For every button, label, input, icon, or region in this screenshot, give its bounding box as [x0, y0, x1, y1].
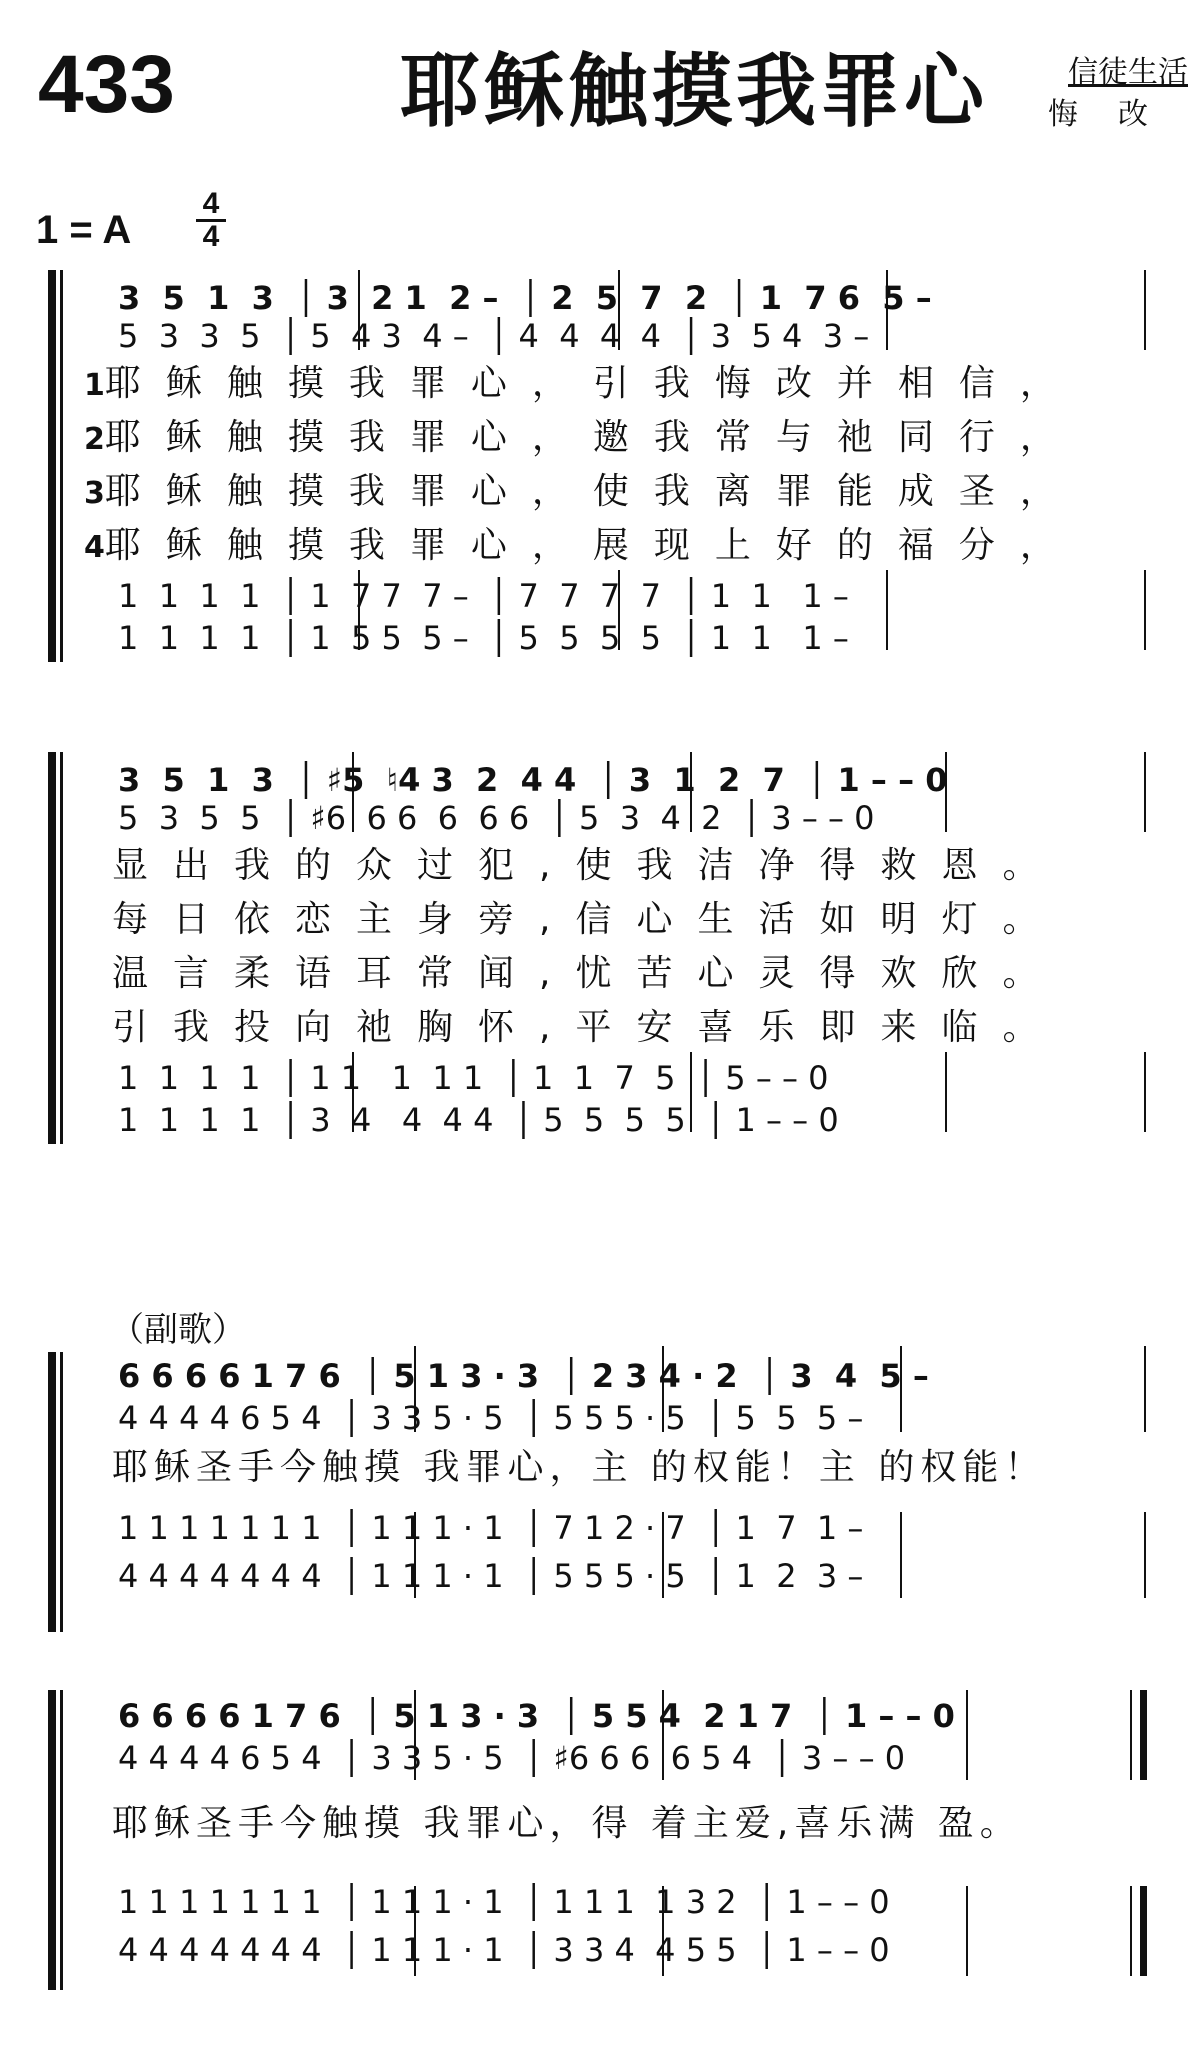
verse-line	[84, 362, 1081, 408]
barline	[1144, 270, 1146, 350]
verse-lyric: 耶稣触摸我罪心，引我悔改并相信，	[104, 363, 1081, 404]
system-brace	[48, 1352, 56, 1632]
system-brace	[48, 270, 56, 662]
system-brace-line	[60, 1352, 63, 1632]
verse-line	[84, 416, 1081, 462]
hymn-title: 耶稣触摸我罪心	[400, 45, 988, 138]
verse-lyric: 引我投向祂胸怀,平安喜乐即来临。	[112, 1007, 1064, 1048]
tenor-notes: 1 1 1 1 1 1 1 │ 1 1 1 · 1 │ 1 1 1 1 3 2 │ 1 – – 0	[118, 1883, 890, 1921]
alto-notes: 4 4 4 4 6 5 4 │ 3 3 5 · 5 │ ♯6 6 6 6 5 4 │ 3 – – 0	[118, 1739, 906, 1777]
verse-line	[84, 470, 1081, 516]
verse-number: 3	[84, 476, 105, 511]
soprano-notes: 3 5 1 3 │ ♯5 ♮4 3 2 4 4 │ 3 1 2 7 │ 1 – – 0	[118, 761, 948, 799]
soprano-notes: 6 6 6 6 1 7 6 │ 5 1 3 · 3 │ 5 5 4 2 1 7 │ 1 – – 0	[118, 1697, 955, 1735]
verse-line	[84, 524, 1081, 570]
bass-notes: 1 1 1 1 │ 1 5 5 5 – │ 5 5 5 5 │ 1 1 1 –	[118, 619, 849, 657]
verse-lyric: 耶稣触摸我罪心，邀我常与祂同行，	[104, 417, 1081, 458]
verse-lyric: 显出我的众过犯,使我洁净得救恩。	[112, 845, 1064, 886]
tenor-notes: 1 1 1 1 1 1 1 │ 1 1 1 · 1 │ 7 1 2 · 7 │ 1 7 1 –	[118, 1509, 864, 1547]
barline	[886, 570, 888, 650]
key-signature: 1 = A	[36, 208, 132, 252]
barline	[1144, 1052, 1146, 1132]
credit-source: 信徒生活	[1068, 55, 1188, 90]
system-brace	[48, 1690, 56, 1990]
system-brace-line	[60, 1690, 63, 1990]
credit-category: 悔改	[1048, 97, 1188, 132]
system-brace-line	[60, 752, 63, 1144]
barline	[900, 1512, 902, 1598]
verse-lyric: 每日依恋主身旁,信心生活如明灯。	[112, 899, 1064, 940]
verse-lyric: 温言柔语耳常闻,忧苦心灵得欢欣。	[112, 953, 1064, 994]
time-bottom: 4	[202, 220, 220, 253]
barline	[966, 1690, 968, 1780]
time-signature	[196, 187, 226, 253]
verse-lyric: 耶稣触摸我罪心，展现上好的福分，	[104, 525, 1081, 566]
final-barline-thick	[1140, 1690, 1147, 1780]
barline	[1144, 1346, 1146, 1432]
soprano-notes: 6 6 6 6 1 7 6 │ 5 1 3 · 3 │ 2 3 4 · 2 │ 3 4 5 –	[118, 1357, 929, 1395]
verse-number: 2	[84, 422, 105, 457]
chorus-lyric: 耶稣圣手今触摸 我罪心，得 着主爱,喜乐满 盈。	[112, 1803, 1022, 1844]
verse-number: 4	[84, 530, 105, 565]
verse-number: 1	[84, 368, 105, 403]
barline	[966, 1886, 968, 1976]
bass-notes: 4 4 4 4 4 4 4 │ 1 1 1 · 1 │ 3 3 4 4 5 5 │ 1 – – 0	[118, 1931, 890, 1969]
tenor-notes: 1 1 1 1 │ 1 7 7 7 – │ 7 7 7 7 │ 1 1 1 –	[118, 577, 849, 615]
bass-notes: 4 4 4 4 4 4 4 │ 1 1 1 · 1 │ 5 5 5 · 5 │ 1 2 3 –	[118, 1557, 864, 1595]
tenor-notes: 1 1 1 1 │ 1 1 1 1 1 │ 1 1 7 5 │ 5 – – 0	[118, 1059, 829, 1097]
soprano-notes: 3 5 1 3 │ 3 2 1 2 – │ 2 5 7 2 │ 1 7 6 5 –	[118, 279, 932, 317]
chorus-label: （副歌）	[110, 1310, 246, 1350]
barline	[1144, 570, 1146, 650]
system-brace-line	[60, 270, 63, 662]
final-barline-thick	[1140, 1886, 1147, 1976]
barline	[945, 1052, 947, 1132]
final-barline-thin	[1130, 1886, 1132, 1976]
barline	[1144, 752, 1146, 832]
system-brace	[48, 752, 56, 1144]
alto-notes: 4 4 4 4 6 5 4 │ 3 3 5 · 5 │ 5 5 5 · 5 │ 5 5 5 –	[118, 1399, 864, 1437]
alto-notes: 5 3 5 5 │ ♯6 6 6 6 6 6 │ 5 3 4 2 │ 3 – – 0	[118, 799, 875, 837]
verse-lyric: 耶稣触摸我罪心，使我离罪能成圣，	[104, 471, 1081, 512]
hymn-number: 433	[38, 39, 175, 130]
bass-notes: 1 1 1 1 │ 3 4 4 4 4 │ 5 5 5 5 │ 1 – – 0	[118, 1101, 839, 1139]
final-barline-thin	[1130, 1690, 1132, 1780]
barline	[1144, 1512, 1146, 1598]
alto-notes: 5 3 3 5 │ 5 4 3 4 – │ 4 4 4 4 │ 3 5 4 3 –	[118, 317, 870, 355]
chorus-lyric: 耶稣圣手今触摸 我罪心，主 的权能！主 的权能！	[112, 1447, 1047, 1488]
time-top: 4	[202, 187, 220, 220]
